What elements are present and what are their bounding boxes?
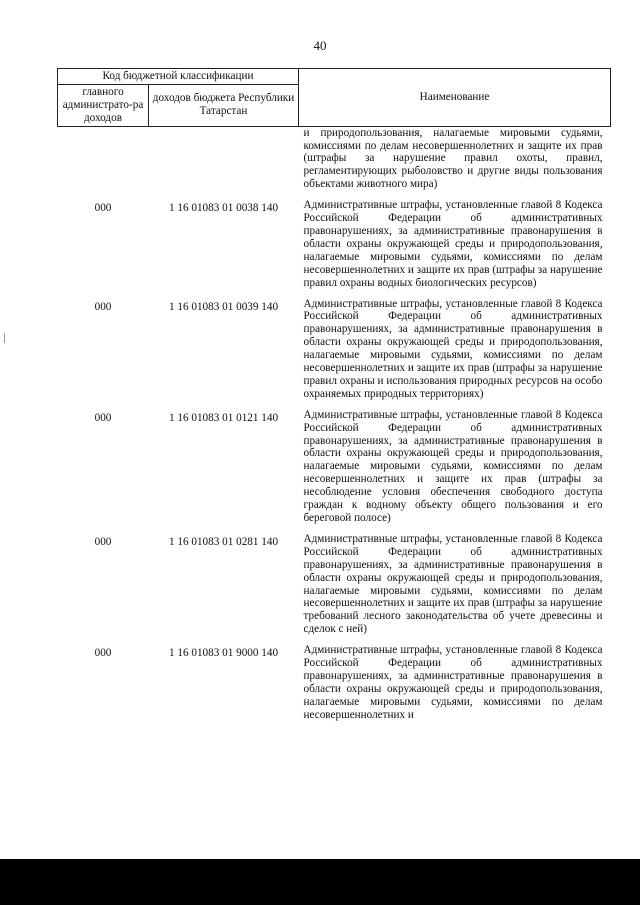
table-row	[58, 126, 611, 196]
row-description: и природопользования, налагаемые мировыми судьями, комиссиями по делам несовершеннолетних и защите их прав (штрафы за нарушение правил охоты, правил, регламентирующих рыболовство и другие виды пользования объектами животного мира)	[303, 126, 603, 191]
row-budget-code: 1 16 01083 01 0121 140	[168, 411, 279, 424]
row-admin-code: 000	[94, 300, 112, 313]
row-description: Административные штрафы, установленные главой 8 Кодекса Российской Федерации об административных правонарушениях, за административные правонарушения в области охраны окружающей среды и природопользования, налагаемые мировыми судьями, комиссиями по делам несовершеннолетних и защите их прав (штрафы за нарушение требований лесного законодательства об учете древесины и сделок с ней)	[303, 532, 603, 636]
row-admin-code: 000	[94, 411, 112, 424]
page-number: 40	[313, 38, 327, 53]
header-code-column: доходов бюджета Республики Татарстан	[149, 84, 299, 126]
row-admin-code	[58, 126, 149, 196]
row-admin-code: 000	[94, 647, 112, 660]
row-admin-code: 000	[94, 202, 112, 215]
row-description: Административные штрафы, установленные главой 8 Кодекса Российской Федерации об административных правонарушениях, за административные правонарушения в области охраны окружающей среды и природопользования, налагаемые мировыми судьями, комиссиями по делам несовершеннолетних и защите их прав (штрафы за нарушение правил охраны водных биологических ресурсов)	[303, 199, 603, 289]
row-budget-code: 1 16 01083 01 9000 140	[168, 647, 279, 660]
row-budget-code: 1 16 01083 01 0281 140	[168, 535, 279, 548]
row-admin-code: 000	[94, 535, 112, 548]
row-budget-code: 1 16 01083 01 0038 140	[168, 202, 279, 215]
table-row	[58, 406, 611, 530]
header-name-column: Наименование	[299, 69, 611, 127]
table-header	[58, 69, 611, 127]
row-description: Административные штрафы, установленные главой 8 Кодекса Российской Федерации об административных правонарушениях, за административные правонарушения в области охраны окружающей среды и природопользования, налагаемые мировыми судьями, комиссиями по делам несовершеннолетних и	[303, 644, 603, 721]
budget-classification-table	[57, 68, 611, 727]
table-row	[58, 530, 611, 641]
row-description: Административные штрафы, установленные главой 8 Кодекса Российской Федерации об административных правонарушениях, за административные правонарушения в области охраны окружающей среды и природопользования, налагаемые мировыми судьями, комиссиями по делам несовершеннолетних и защите их прав (штрафы за нарушение правил охраны и использования природных ресурсов на особо охраняемых природных территориях)	[303, 297, 603, 400]
table-row	[58, 196, 611, 294]
header-admin-column: главного администрато-ра доходов	[58, 84, 149, 126]
table-row	[58, 641, 611, 726]
row-budget-code: 1 16 01083 01 0039 140	[168, 300, 279, 313]
table-row	[58, 295, 611, 406]
header-group-budget-classification-code: Код бюджетной классификации	[58, 69, 299, 85]
row-description: Административные штрафы, установленные главой 8 Кодекса Российской Федерации об административных правонарушениях, за административные правонарушения в области охраны окружающей среды и природопользования, налагаемые мировыми судьями, комиссиями по делам несовершеннолетних и защите их прав (штрафы за несоблюдение условия обеспечения свободного доступа граждан к водному объекту общего пользования и его береговой полосе)	[303, 408, 603, 524]
scan-margin-mark	[4, 333, 5, 343]
row-budget-code	[149, 126, 299, 196]
scan-bottom-edge	[0, 859, 640, 905]
